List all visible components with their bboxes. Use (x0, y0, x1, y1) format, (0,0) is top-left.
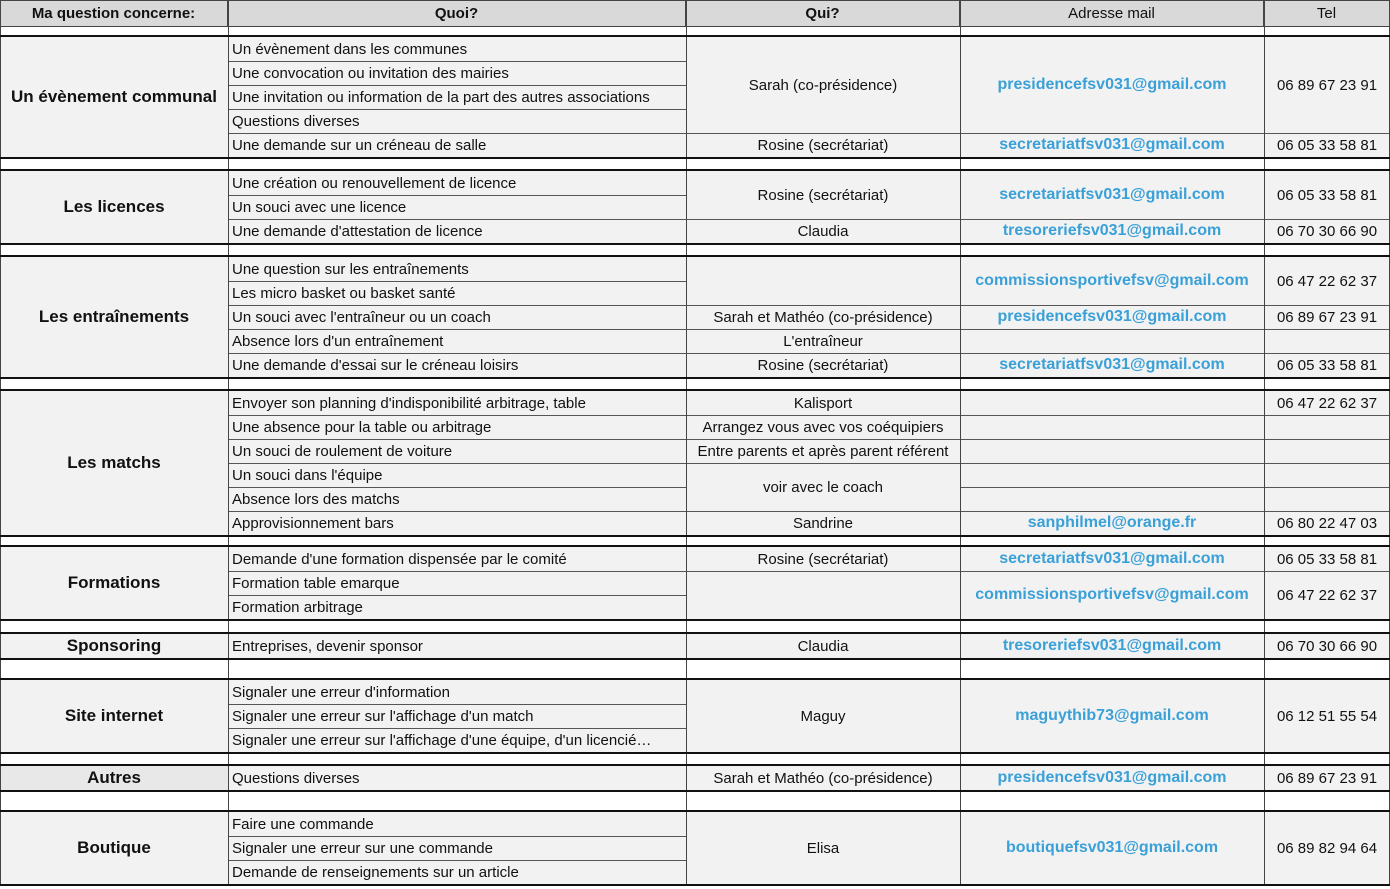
grid-line (228, 391, 229, 535)
grid-line (1264, 379, 1265, 389)
header-tel: Tel (1264, 0, 1390, 26)
grid-line (0, 391, 1, 535)
grid-line (686, 353, 1390, 354)
question-item: Demande de renseignements sur un article (228, 860, 686, 884)
grid-line (0, 680, 1, 752)
grid-line (686, 171, 687, 243)
contact-email[interactable]: presidencefsv031@gmail.com (960, 305, 1264, 329)
question-item: Questions diverses (228, 109, 686, 133)
grid-line (0, 537, 1, 545)
contact-name (686, 257, 960, 305)
grid-line (960, 660, 961, 678)
grid-line (960, 391, 961, 535)
grid-line (686, 379, 687, 389)
question-item: Une demande d'attestation de licence (228, 219, 686, 243)
grid-line (228, 379, 229, 389)
grid-line (0, 171, 1, 243)
contact-name: voir avec le coach (686, 463, 960, 511)
grid-line (228, 219, 686, 220)
grid-line (228, 547, 229, 619)
question-item: Un souci avec une licence (228, 195, 686, 219)
grid-line (0, 792, 1, 810)
grid-line (686, 245, 687, 255)
contact-email[interactable]: presidencefsv031@gmail.com (960, 766, 1264, 790)
grid-line (228, 245, 229, 255)
contact-email[interactable] (960, 439, 1264, 463)
grid-line (0, 810, 1390, 812)
contact-name: Kalisport (686, 391, 960, 415)
contact-name: L'entraîneur (686, 329, 960, 353)
grid-line (686, 305, 1390, 306)
grid-line (960, 245, 961, 255)
grid-line (1264, 680, 1265, 752)
contact-email (960, 463, 1264, 487)
contact-name: Arrangez vous avec vos coéquipiers (686, 415, 960, 439)
grid-line (686, 660, 687, 678)
contact-email (960, 487, 1264, 511)
grid-line (228, 305, 686, 306)
contact-email[interactable]: secretariatfsv031@gmail.com (960, 171, 1264, 219)
grid-line (0, 632, 1390, 634)
grid-line (0, 159, 1, 169)
grid-line (686, 463, 1390, 464)
grid-line (1264, 621, 1265, 632)
question-item: Approvisionnement bars (228, 511, 686, 535)
question-item: Une question sur les entraînements (228, 257, 686, 281)
contact-name: Sarah (co-présidence) (686, 37, 960, 133)
grid-line (960, 257, 961, 377)
grid-line (228, 595, 686, 596)
contact-email[interactable] (960, 329, 1264, 353)
grid-line (228, 680, 229, 752)
grid-line (686, 257, 687, 377)
grid-line (686, 391, 687, 535)
contact-phone (1264, 463, 1390, 487)
section-spacer (0, 379, 1390, 389)
contact-name: Sarah et Mathéo (co-présidence) (686, 305, 960, 329)
contact-phone: 06 89 82 94 64 (1264, 812, 1390, 884)
grid-line (228, 109, 686, 110)
grid-line (1264, 766, 1265, 790)
grid-line (0, 678, 1390, 680)
contact-phone (1264, 487, 1390, 511)
grid-line (228, 634, 229, 658)
contact-email[interactable]: secretariatfsv031@gmail.com (960, 133, 1264, 157)
grid-line (0, 0, 1390, 1)
grid-line (1264, 634, 1265, 658)
grid-line (686, 680, 687, 752)
grid-line (960, 680, 961, 752)
grid-line (0, 754, 1, 764)
grid-line (228, 836, 686, 837)
grid-line (0, 545, 1390, 547)
contact-email[interactable]: secretariatfsv031@gmail.com (960, 353, 1264, 377)
grid-line (228, 37, 229, 157)
contact-email[interactable]: commissionsportivefsv@gmail.com (960, 257, 1264, 305)
grid-line (1264, 537, 1265, 545)
grid-line (686, 219, 1390, 220)
contact-email[interactable]: commissionsportivefsv@gmail.com (960, 571, 1264, 619)
grid-line (1264, 792, 1265, 810)
grid-line (1264, 27, 1265, 35)
section-spacer (0, 660, 1390, 678)
grid-line (960, 159, 961, 169)
grid-line (228, 812, 229, 884)
grid-line (686, 792, 687, 810)
question-item: Une invitation ou information de la part des autres associations (228, 85, 686, 109)
grid-line (1264, 171, 1265, 243)
question-item: Une absence pour la table ou arbitrage (228, 415, 686, 439)
grid-line (960, 766, 961, 790)
grid-line (686, 754, 687, 764)
contact-email[interactable]: maguythib73@gmail.com (960, 680, 1264, 752)
grid-line (228, 728, 686, 729)
grid-line (0, 255, 1390, 257)
grid-line (228, 85, 686, 86)
grid-line (228, 27, 229, 35)
grid-line (960, 37, 961, 157)
question-item: Formation arbitrage (228, 595, 686, 619)
contact-email[interactable]: presidencefsv031@gmail.com (960, 37, 1264, 133)
contact-name: Sarah et Mathéo (co-présidence) (686, 766, 960, 790)
contact-phone: 06 89 67 23 91 (1264, 766, 1390, 790)
grid-line (686, 27, 687, 35)
grid-line (228, 195, 686, 196)
grid-line (228, 281, 686, 282)
contact-phone: 06 05 33 58 81 (1264, 171, 1390, 219)
grid-line (686, 159, 687, 169)
contact-phone (1264, 439, 1390, 463)
contact-email[interactable]: boutiquefsv031@gmail.com (960, 812, 1264, 884)
grid-line (228, 621, 229, 632)
grid-line (228, 0, 229, 26)
grid-line (686, 511, 1390, 512)
grid-line (228, 171, 229, 243)
contact-name: Rosine (secrétariat) (686, 353, 960, 377)
category-cell: Autres (0, 766, 228, 790)
contact-phone: 06 05 33 58 81 (1264, 547, 1390, 571)
grid-line (686, 0, 687, 26)
question-item: Une création ou renouvellement de licence (228, 171, 686, 195)
grid-line (228, 766, 229, 790)
contact-phone: 06 70 30 66 90 (1264, 219, 1390, 243)
grid-line (228, 439, 686, 440)
contact-name: Claudia (686, 219, 960, 243)
grid-line (686, 37, 687, 157)
grid-line (686, 766, 687, 790)
header-mail: Adresse mail (960, 0, 1264, 26)
grid-line (0, 621, 1, 632)
grid-line (228, 537, 229, 545)
section-spacer (0, 754, 1390, 764)
grid-line (960, 537, 961, 545)
contact-email[interactable] (960, 391, 1264, 415)
grid-line (0, 389, 1390, 391)
grid-line (686, 634, 687, 658)
grid-line (686, 537, 687, 545)
grid-line (960, 379, 961, 389)
grid-line (1264, 660, 1265, 678)
question-item: Absence lors d'un entraînement (228, 329, 686, 353)
grid-line (228, 487, 686, 488)
grid-line (228, 704, 686, 705)
contact-phone: 06 47 22 62 37 (1264, 571, 1390, 619)
grid-line (0, 27, 1, 35)
contact-phone: 06 70 30 66 90 (1264, 634, 1390, 658)
grid-line (0, 634, 1, 658)
grid-line (0, 884, 1390, 886)
grid-line (228, 860, 686, 861)
contact-phone: 06 89 67 23 91 (1264, 305, 1390, 329)
contact-email[interactable] (960, 415, 1264, 439)
grid-line (0, 764, 1390, 766)
grid-line (228, 257, 229, 377)
grid-line (0, 547, 1, 619)
question-item: Un souci dans l'équipe (228, 463, 686, 487)
grid-line (960, 487, 1390, 488)
contact-phone: 06 05 33 58 81 (1264, 133, 1390, 157)
grid-line (960, 754, 961, 764)
grid-line (1264, 754, 1265, 764)
grid-line (228, 571, 686, 572)
contact-name: Claudia (686, 634, 960, 658)
grid-line (1264, 0, 1265, 26)
contact-email[interactable]: secretariatfsv031@gmail.com (960, 547, 1264, 571)
grid-line (960, 634, 961, 658)
grid-line (1264, 245, 1265, 255)
contact-name: Rosine (secrétariat) (686, 133, 960, 157)
grid-line (1264, 391, 1265, 535)
category-cell: Les entraînements (0, 257, 228, 377)
section-spacer (0, 621, 1390, 632)
contact-phone: 06 47 22 62 37 (1264, 391, 1390, 415)
contact-name: Rosine (secrétariat) (686, 547, 960, 571)
contact-phone: 06 47 22 62 37 (1264, 257, 1390, 305)
contact-phone (1264, 415, 1390, 439)
grid-line (686, 415, 1390, 416)
grid-line (228, 133, 686, 134)
contact-phone: 06 89 67 23 91 (1264, 37, 1390, 133)
question-item: Les micro basket ou basket santé (228, 281, 686, 305)
grid-line (228, 660, 229, 678)
question-item: Un souci avec l'entraîneur ou un coach (228, 305, 686, 329)
category-cell: Un évènement communal (0, 37, 228, 157)
grid-line (686, 329, 1390, 330)
grid-line (228, 463, 686, 464)
grid-line (0, 169, 1390, 171)
grid-line (228, 415, 686, 416)
contact-email[interactable]: tresoreriefsv031@gmail.com (960, 634, 1264, 658)
contact-email[interactable]: sanphilmel@orange.fr (960, 511, 1264, 535)
category-cell: Formations (0, 547, 228, 619)
section-spacer (0, 792, 1390, 810)
grid-line (228, 61, 686, 62)
grid-line (686, 621, 687, 632)
grid-line (960, 547, 961, 619)
grid-line (686, 571, 1390, 572)
contact-phone: 06 12 51 55 54 (1264, 680, 1390, 752)
category-cell: Boutique (0, 812, 228, 884)
grid-line (0, 257, 1, 377)
grid-line (228, 754, 229, 764)
grid-line (686, 133, 1390, 134)
contact-name: Entre parents et après parent référent (686, 439, 960, 463)
question-item: Une demande d'essai sur le créneau loisirs (228, 353, 686, 377)
question-item: Questions diverses (228, 766, 686, 790)
contact-name: Elisa (686, 812, 960, 884)
question-item: Faire une commande (228, 812, 686, 836)
question-item: Un évènement dans les communes (228, 37, 686, 61)
question-item: Envoyer son planning d'indisponibilité arbitrage, table (228, 391, 686, 415)
grid-line (0, 245, 1, 255)
grid-line (1264, 159, 1265, 169)
grid-line (686, 439, 1390, 440)
question-item: Signaler une erreur sur l'affichage d'une équipe, d'un licencié… (228, 728, 686, 752)
grid-line (228, 511, 686, 512)
question-item: Un souci de roulement de voiture (228, 439, 686, 463)
section-spacer (0, 159, 1390, 169)
grid-line (228, 329, 686, 330)
grid-line (228, 353, 686, 354)
grid-line (960, 27, 961, 35)
question-item: Signaler une erreur d'information (228, 680, 686, 704)
section-spacer (0, 537, 1390, 545)
grid-line (0, 37, 1, 157)
header-question: Ma question concerne: (0, 0, 228, 26)
grid-line (960, 812, 961, 884)
header-qui: Qui? (686, 0, 960, 26)
grid-line (1264, 37, 1265, 157)
contact-name: Maguy (686, 680, 960, 752)
category-cell: Sponsoring (0, 634, 228, 658)
grid-line (0, 660, 1, 678)
grid-line (960, 0, 961, 26)
question-item: Signaler une erreur sur l'affichage d'un match (228, 704, 686, 728)
grid-line (686, 812, 687, 884)
contact-email[interactable]: tresoreriefsv031@gmail.com (960, 219, 1264, 243)
header-spacer (0, 27, 1390, 35)
contact-phone (1264, 329, 1390, 353)
question-item: Formation table emarque (228, 571, 686, 595)
question-item: Une convocation ou invitation des mairies (228, 61, 686, 85)
contact-phone: 06 05 33 58 81 (1264, 353, 1390, 377)
category-cell: Site internet (0, 680, 228, 752)
grid-line (0, 812, 1, 884)
grid-line (960, 621, 961, 632)
question-item: Absence lors des matchs (228, 487, 686, 511)
grid-line (228, 792, 229, 810)
category-cell: Les licences (0, 171, 228, 243)
header-quoi: Quoi? (228, 0, 686, 26)
grid-line (960, 792, 961, 810)
grid-line (1264, 547, 1265, 619)
grid-line (0, 379, 1, 389)
grid-line (0, 0, 1, 26)
contact-name (686, 571, 960, 619)
contact-phone: 06 80 22 47 03 (1264, 511, 1390, 535)
contact-name: Rosine (secrétariat) (686, 171, 960, 219)
grid-line (0, 35, 1390, 37)
contact-name: Sandrine (686, 511, 960, 535)
category-cell: Les matchs (0, 391, 228, 535)
grid-line (686, 547, 687, 619)
grid-line (0, 766, 1, 790)
section-spacer (0, 245, 1390, 255)
grid-line (960, 171, 961, 243)
grid-line (1264, 257, 1265, 377)
grid-line (228, 159, 229, 169)
question-item: Entreprises, devenir sponsor (228, 634, 686, 658)
question-item: Signaler une erreur sur une commande (228, 836, 686, 860)
question-item: Une demande sur un créneau de salle (228, 133, 686, 157)
grid-line (1264, 812, 1265, 884)
question-item: Demande d'une formation dispensée par le comité (228, 547, 686, 571)
